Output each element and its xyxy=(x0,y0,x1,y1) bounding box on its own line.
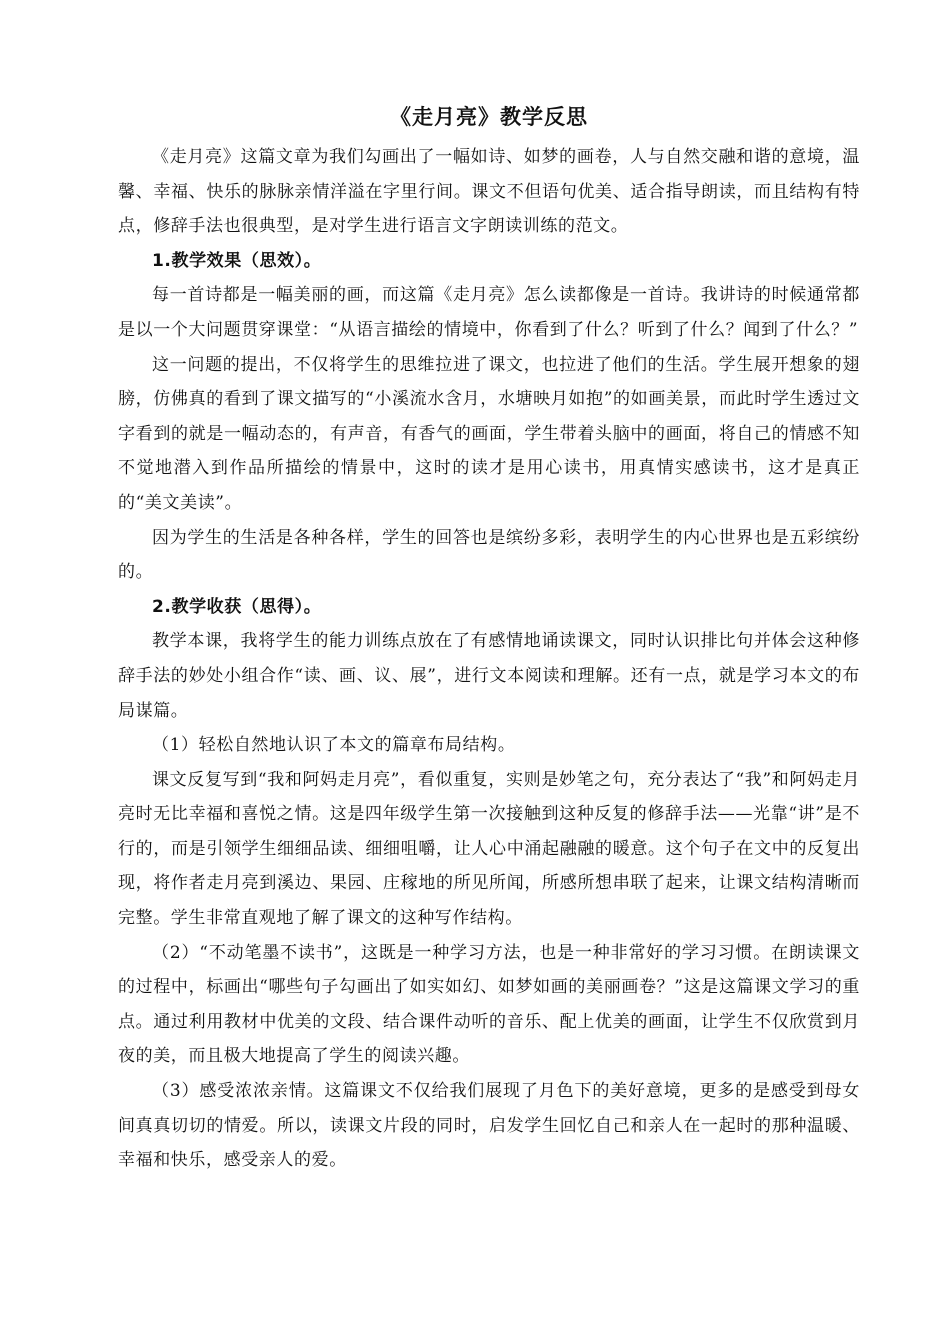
document-page xyxy=(118,100,860,1178)
body-paragraph: 这一问题的提出，不仅将学生的思维拉进了课文，也拉进了他们的生活。学生展开想象的翅膀，仿佛真的看到了课文描写的“小溪流水含月，水塘映月如抱”的如画美景，而此时学生透过文字看到的就是一幅动态的，有声音，有香气的画面，学生带着头脑中的画面，将自己的情感不知不觉地潜入到作品所描绘的情景中，这时的读才是用心读书，用真情实感读书，这才是真正的“美文美读”。 xyxy=(118,354,860,513)
body-paragraph: 因为学生的生活是各种各样，学生的回答也是缤纷多彩，表明学生的内心世界也是五彩缤纷的。 xyxy=(118,527,860,583)
document-title: 《走月亮》教学反思 xyxy=(390,105,588,129)
section-heading-teaching-effect: 1.教学效果（思效）。 xyxy=(152,250,322,271)
subpoint-3: （3）感受浓浓亲情。这篇课文不仅给我们展现了月色下的美好意境，更多的是感受到母女间真真切切的情爱。所以，读课文片段的同时，启发学生回忆自己和亲人在一起时的那种温暖、幸福和快乐，感受亲人的爱。 xyxy=(118,1081,860,1171)
subpoint-1: （1）轻松自然地认识了本文的篇章布局结构。 xyxy=(152,735,516,756)
body-paragraph: 课文反复写到“我和阿妈走月亮”，看似重复，实则是妙笔之句，充分表达了“我”和阿妈走月亮时无比幸福和喜悦之情。这是四年级学生第一次接触到这种反复的修辞手法——光靠“讲”是不行的，而是引领学生细细品读、细细咀嚼，让人心中涌起融融的暖意。这个句子在文中的反复出现，将作者走月亮到溪边、果园、庄稼地的所见所闻，所感所想串联了起来，让课文结构清晰而完整。学生非常直观地了解了课文的这种写作结构。 xyxy=(118,769,860,929)
intro-paragraph: 《走月亮》这篇文章为我们勾画出了一幅如诗、如梦的画卷，人与自然交融和谐的意境，温馨、幸福、快乐的脉脉亲情洋溢在字里行间。课文不但语句优美、适合指导朗读，而且结构有特点，修辞手法也很典型，是对学生进行语言文字朗读训练的范文。 xyxy=(118,147,860,237)
subpoint-2: （2）“不动笔墨不读书”，这既是一种学习方法，也是一种非常好的学习习惯。在朗读课文的过程中，标画出“哪些句子勾画出了如实如幻、如梦如画的美丽画卷？”这是这篇课文学习的重点。通过利用教材中优美的文段、结合课件动听的音乐、配上优美的画面，让学生不仅欣赏到月夜的美，而且极大地提高了学生的阅读兴趣。 xyxy=(118,942,860,1067)
body-paragraph: 教学本课，我将学生的能力训练点放在了有感情地诵读课文，同时认识排比句并体会这种修辞手法的妙处小组合作“读、画、议、展”，进行文本阅读和理解。还有一点，就是学习本文的布局谋篇。 xyxy=(118,631,860,721)
body-paragraph: 每一首诗都是一幅美丽的画，而这篇《走月亮》怎么读都像是一首诗。我讲诗的时候通常都是以一个大问题贯穿课堂：“从语言描绘的情境中，你看到了什么？听到了什么？闻到了什么？” xyxy=(118,285,860,340)
section-heading-teaching-gains: 2.教学收获（思得）。 xyxy=(152,596,322,617)
